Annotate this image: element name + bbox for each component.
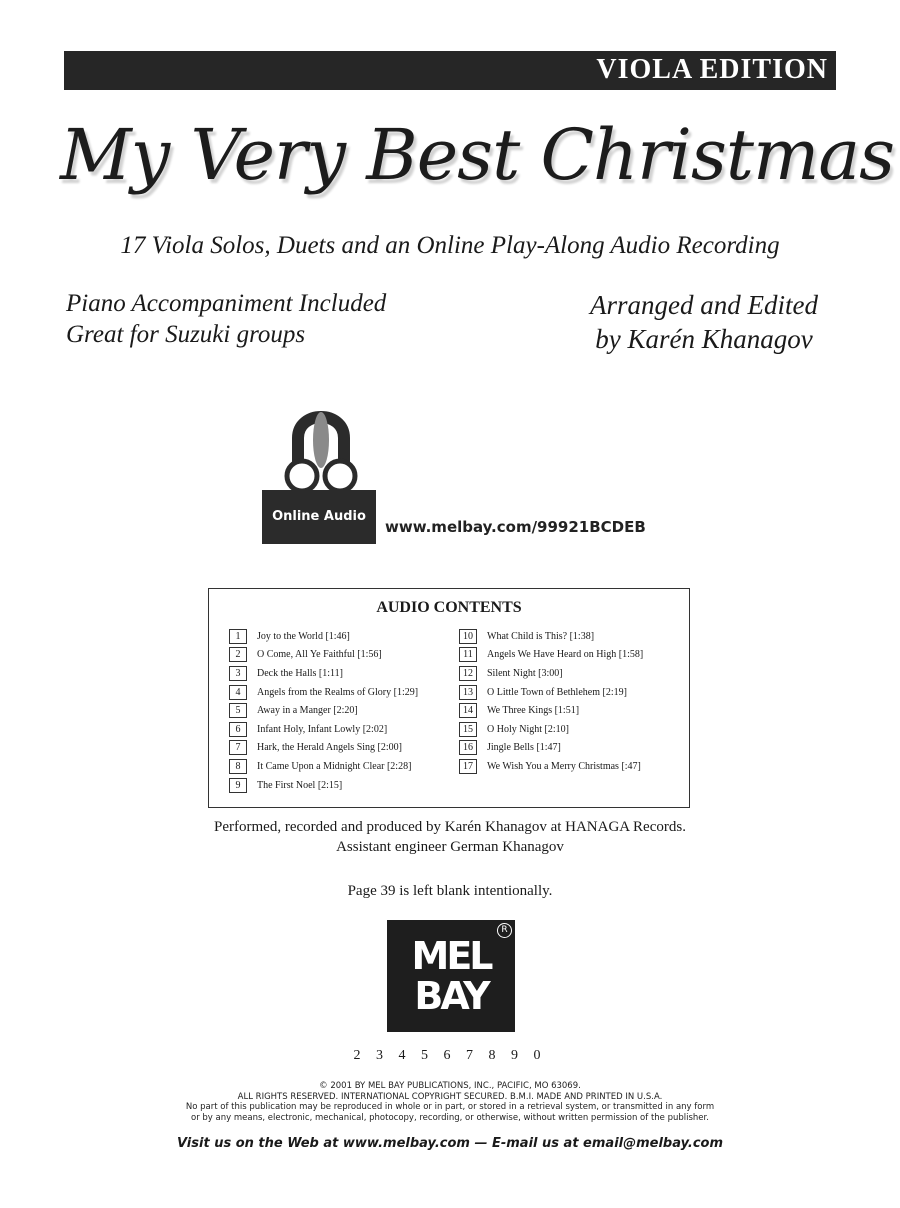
track-number: 5 — [229, 703, 247, 718]
track-item — [229, 720, 418, 739]
track-title: Hark, the Herald Angels Sing [2:00] — [257, 742, 402, 754]
track-title: Infant Holy, Infant Lowly [2:02] — [257, 723, 388, 735]
track-title: O Holy Night [2:10] — [487, 723, 569, 735]
legal-line: ALL RIGHTS RESERVED. INTERNATIONAL COPYRIGHT SECURED. B.M.I. MADE AND PRINTED IN U.S.A. — [237, 1091, 663, 1102]
online-audio-block — [262, 400, 646, 550]
track-number: 4 — [229, 685, 247, 700]
website-contact-line: Visit us on the Web at www.melbay.com — E-mail us at email@melbay.com — [176, 1136, 724, 1151]
legal-line: No part of this publication may be reproduced in whole or in part, or stored in a retrieval system, or transmitted in any form — [185, 1102, 715, 1112]
track-number: 15 — [459, 722, 477, 737]
performance-credits — [0, 817, 900, 857]
track-column-left — [229, 627, 418, 794]
track-item — [459, 664, 643, 683]
track-number: 9 — [229, 778, 247, 793]
track-title: We Three Kings [1:51] — [487, 705, 580, 717]
track-number: 8 — [229, 759, 247, 774]
note-line: Great for Suzuki groups — [66, 321, 306, 348]
track-item — [229, 683, 418, 702]
track-number: 12 — [459, 666, 477, 681]
left-notes — [66, 288, 386, 350]
track-number: 7 — [229, 740, 247, 755]
credit-line: Assistant engineer German Khanagov — [336, 839, 564, 855]
legal-line: © 2001 BY MEL BAY PUBLICATIONS, INC., PACIFIC, MO 63069. — [319, 1081, 581, 1091]
track-number: 3 — [229, 666, 247, 681]
track-item — [229, 739, 418, 758]
book-title: My Very Best Christmas — [60, 114, 895, 196]
track-item — [229, 664, 418, 683]
track-item — [229, 646, 418, 665]
registered-mark: R — [497, 923, 512, 938]
track-item — [459, 683, 643, 702]
audio-contents-box — [208, 588, 690, 808]
arranger-line: Arranged and Edited — [590, 290, 818, 320]
track-number: 2 — [229, 647, 247, 662]
track-item — [459, 646, 643, 665]
track-column-right — [459, 627, 643, 776]
track-item — [229, 757, 418, 776]
track-title: Away in a Manger [2:20] — [257, 705, 358, 717]
track-number: 11 — [459, 647, 477, 662]
online-audio-label: Online Audio — [262, 490, 376, 544]
track-item — [459, 757, 643, 776]
note-line: Piano Accompaniment Included — [66, 290, 387, 317]
track-number: 10 — [459, 629, 477, 644]
track-number: 14 — [459, 703, 477, 718]
track-number: 6 — [229, 722, 247, 737]
arranger-credit — [590, 288, 818, 356]
track-number: 17 — [459, 759, 477, 774]
track-item — [459, 720, 643, 739]
edition-banner — [64, 51, 836, 90]
track-item — [459, 739, 643, 758]
track-item — [459, 701, 643, 720]
track-item — [229, 627, 418, 646]
printing-line: 2 3 4 5 6 7 8 9 0 — [353, 1048, 547, 1063]
legal-line: or by any means, electronic, mechanical, photocopy, recording, or otherwise, without written permission of the publisher. — [191, 1112, 709, 1123]
audio-url-link[interactable]: www.melbay.com/99921BCDEB — [385, 518, 646, 536]
track-title: Angels We Have Heard on High [1:58] — [487, 649, 644, 661]
arranger-line: by Karén Khanagov — [595, 324, 813, 354]
audio-contents-heading: AUDIO CONTENTS — [376, 599, 522, 616]
track-item — [229, 701, 418, 720]
edition-label: VIOLA EDITION — [596, 54, 828, 85]
logo-text-bay: BAY — [414, 974, 488, 1018]
track-number: 1 — [229, 629, 247, 644]
track-title: What Child is This? [1:38] — [487, 630, 595, 642]
credit-line: Performed, recorded and produced by Karén Khanagov at HANAGA Records. — [214, 819, 686, 835]
track-title: We Wish You a Merry Christmas [:47] — [487, 760, 641, 772]
track-number: 13 — [459, 685, 477, 700]
track-item — [229, 776, 418, 795]
headphones-icon — [278, 400, 364, 500]
track-title: Deck the Halls [1:11] — [257, 667, 343, 679]
track-title: O Come, All Ye Faithful [1:56] — [257, 649, 382, 661]
logo-text-mel: MEL — [411, 934, 491, 978]
track-title: O Little Town of Bethlehem [2:19] — [487, 686, 627, 698]
mel-bay-logo — [387, 920, 515, 1032]
track-title: Angels from the Realms of Glory [1:29] — [257, 686, 419, 698]
track-item — [459, 627, 643, 646]
track-title: Silent Night [3:00] — [487, 667, 563, 679]
blank-page-note: Page 39 is left blank intentionally. — [347, 883, 553, 899]
subtitle: 17 Viola Solos, Duets and an Online Play-Along Audio Recording — [120, 232, 780, 259]
track-title: The First Noel [2:15] — [257, 779, 343, 791]
track-title: Joy to the World [1:46] — [257, 630, 350, 642]
track-title: Jingle Bells [1:47] — [487, 742, 561, 754]
track-title: It Came Upon a Midnight Clear [2:28] — [257, 760, 412, 772]
track-number: 16 — [459, 740, 477, 755]
legal-notice — [0, 1081, 900, 1123]
